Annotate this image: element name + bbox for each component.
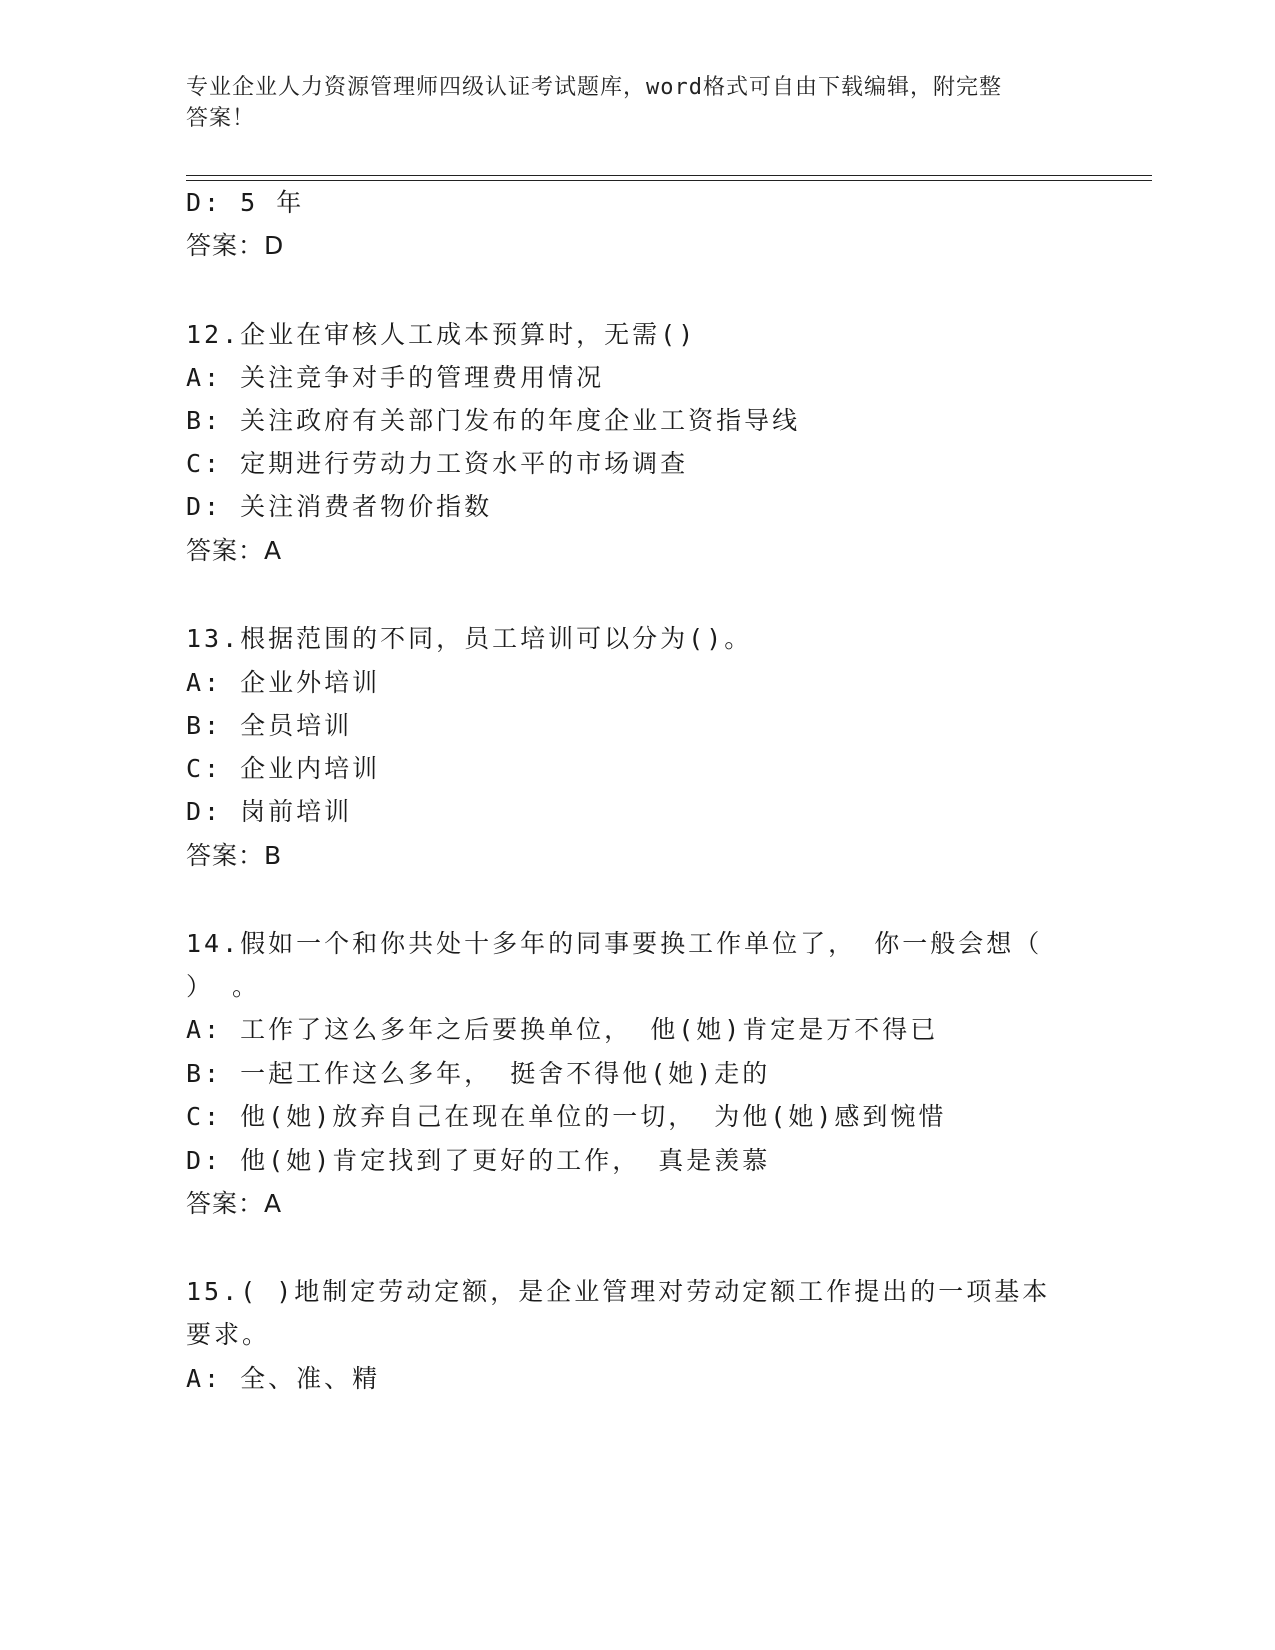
header-rule-bottom (186, 180, 1152, 181)
question-15-text-line-1: 15.( )地制定劳动定额，是企业管理对劳动定额工作提出的一项基本 (186, 1277, 1051, 1306)
question-14-text-line-2: ） 。 (186, 972, 261, 1001)
question-13-answer: 答案：B (186, 841, 283, 870)
question-13-option-c: C: 企业内培训 (186, 754, 381, 783)
question-12-answer: 答案：A (186, 536, 283, 565)
header-line-2: 答案！ (186, 106, 256, 131)
question-12-option-d: D: 关注消费者物价指数 (186, 492, 493, 521)
question-14-answer: 答案：A (186, 1189, 283, 1218)
question-14-option-a: A: 工作了这么多年之后要换单位， 他(她)肯定是万不得已 (186, 1015, 939, 1044)
header-rule-top (186, 175, 1152, 176)
question-13-option-a: A: 企业外培训 (186, 668, 381, 697)
header-line-1: 专业企业人力资源管理师四级认证考试题库，word格式可自由下载编辑，附完整 (186, 75, 1002, 100)
question-15-option-a: A: 全、准、精 (186, 1364, 381, 1393)
question-15-text-line-2: 要求。 (186, 1320, 271, 1349)
question-12-option-c: C: 定期进行劳动力工资水平的市场调查 (186, 449, 689, 478)
page-header (186, 72, 1066, 134)
question-13-text: 13.根据范围的不同，员工培训可以分为()。 (186, 624, 753, 653)
question-13-option-b: B: 全员培训 (186, 711, 353, 740)
question-12-text: 12.企业在审核人工成本预算时，无需() (186, 320, 697, 349)
question-12-option-a: A: 关注竞争对手的管理费用情况 (186, 363, 605, 392)
question-14-option-b: B: 一起工作这么多年， 挺舍不得他(她)走的 (186, 1059, 771, 1088)
prev-option-d: D: 5 年 (186, 188, 305, 217)
question-14-option-d: D: 他(她)肯定找到了更好的工作， 真是羡慕 (186, 1146, 771, 1175)
question-13-option-d: D: 岗前培训 (186, 797, 353, 826)
question-14-text-line-1: 14.假如一个和你共处十多年的同事要换工作单位了， 你一般会想（ (186, 929, 1043, 958)
question-14-option-c: C: 他(她)放弃自己在现在单位的一切， 为他(她)感到惋惜 (186, 1102, 947, 1131)
prev-answer: 答案：D (186, 231, 285, 260)
question-12-option-b: B: 关注政府有关部门发布的年度企业工资指导线 (186, 406, 801, 435)
